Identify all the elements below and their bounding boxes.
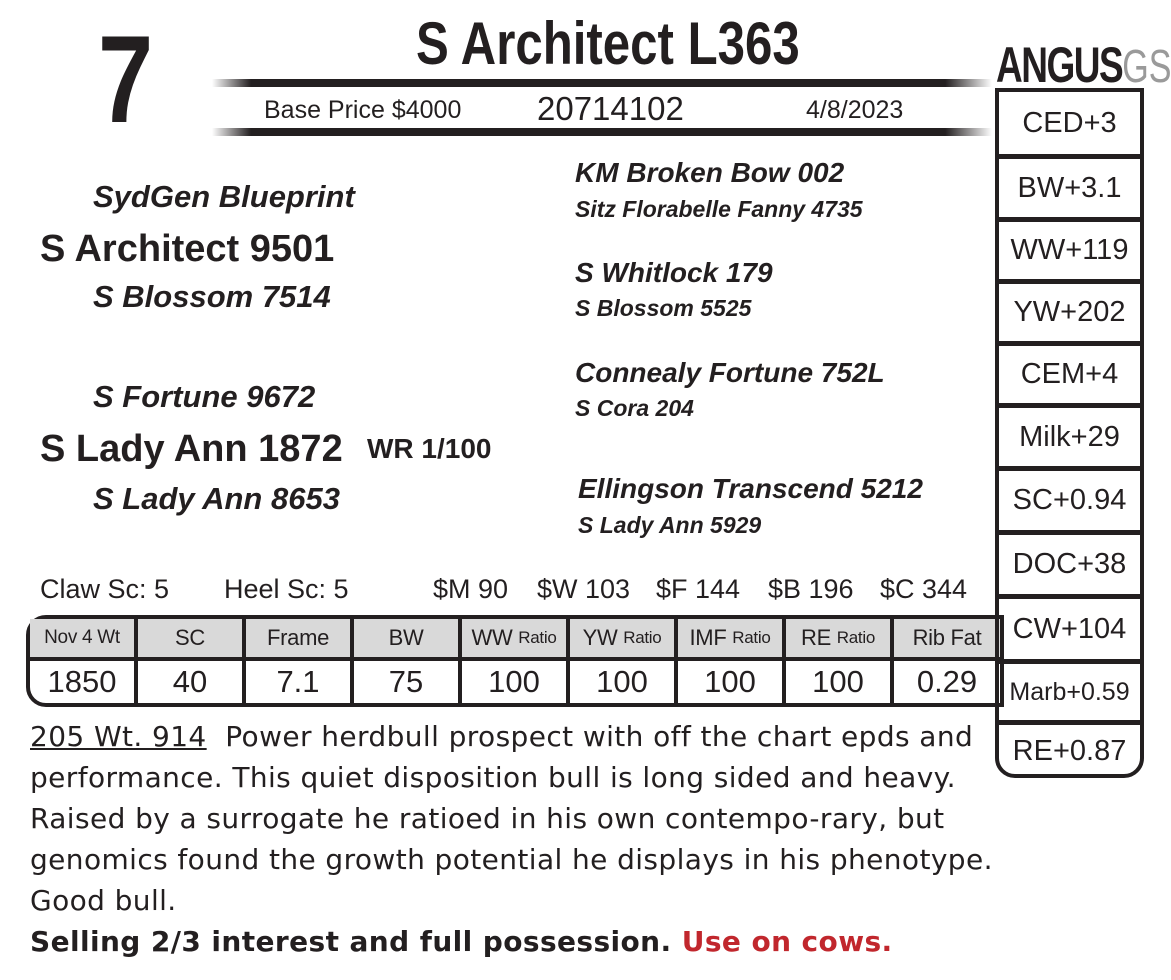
epd-panel <box>995 88 1144 778</box>
epd-milk: Milk+29 <box>1019 420 1120 453</box>
header-re-ratio-word: Ratio <box>836 628 875 647</box>
value-frame: 7.1 <box>246 661 354 703</box>
pedigree-sire-dam: S Blossom 7514 <box>93 279 331 314</box>
dam-weaning-ratio: WR 1/100 <box>367 433 492 464</box>
angus-gs-logo <box>996 37 1171 93</box>
header-frame: Frame <box>246 619 354 657</box>
gs-logo-word: GS <box>1122 40 1171 92</box>
index-w: $W 103 <box>537 574 631 604</box>
pedigree-dam-dam-dam: S Lady Ann 5929 <box>578 512 762 538</box>
epd-ww: WW+119 <box>1010 234 1129 266</box>
pedigree-sire-dam-dam: S Blossom 5525 <box>575 295 752 321</box>
table-value-row <box>30 661 1000 703</box>
birth-date: 4/8/2023 <box>806 96 904 124</box>
value-nov-wt: 1850 <box>30 661 138 703</box>
value-rib-fat: 0.29 <box>916 664 978 699</box>
remarks-paragraph <box>30 716 998 921</box>
index-f: $F 144 <box>656 574 741 604</box>
pedigree-sire-dam-sire: S Whitlock 179 <box>575 257 773 288</box>
use-on-cows: Use on cows. <box>681 925 893 958</box>
pedigree-dam-dam: S Lady Ann 8653 <box>93 481 340 516</box>
header-yw-ratio <box>570 619 678 657</box>
epd-doc: DOC+38 <box>1012 548 1127 580</box>
header-rule-top <box>212 79 992 87</box>
remarks <box>30 716 998 962</box>
header-ww-ratio-word: Ratio <box>518 628 557 647</box>
header-yw-label: YW <box>582 625 618 650</box>
header-ww-label: WW <box>471 625 513 650</box>
pedigree-dam-sire-sire: Connealy Fortune 752L <box>575 357 885 388</box>
header-rib-fat: Rib Fat <box>912 625 982 650</box>
value-yw-ratio: 100 <box>570 661 678 703</box>
pedigree-sire-sire: SydGen Blueprint <box>93 179 355 214</box>
value-re-ratio: 100 <box>786 661 894 703</box>
registration-number: 20714102 <box>537 90 684 127</box>
epd-ced: CED+3 <box>1022 106 1117 139</box>
header-yw-ratio-word: Ratio <box>623 628 662 647</box>
selling-terms <box>30 921 998 962</box>
value-bw: 75 <box>354 661 462 703</box>
header-ww-ratio <box>462 619 570 657</box>
header-rule-bottom <box>212 128 992 136</box>
table-header-row <box>30 619 1000 661</box>
header-nov-wt: Nov 4 Wt <box>30 619 138 657</box>
weight-205: 205 Wt. 914 <box>30 720 207 753</box>
index-b: $B 196 <box>768 574 854 604</box>
header-re-ratio <box>786 619 894 657</box>
value-sc: 40 <box>138 661 246 703</box>
heel-score: Heel Sc: 5 <box>224 574 349 604</box>
epd-bw: BW+3.1 <box>1017 171 1122 204</box>
header-imf-label: IMF <box>689 625 727 650</box>
claw-score: Claw Sc: 5 <box>40 574 170 604</box>
header-bw: BW <box>354 619 462 657</box>
header-imf-ratio-word: Ratio <box>732 628 771 647</box>
selling-text: Selling 2/3 interest and full possession. <box>30 925 672 958</box>
pedigree-dam-sire-dam: S Cora 204 <box>575 395 694 421</box>
base-price: Base Price $4000 <box>264 96 462 124</box>
epd-cw: CW+104 <box>1012 612 1127 645</box>
pedigree-dam-sire: S Fortune 9672 <box>93 379 316 414</box>
angus-logo-word: ANGUS <box>996 37 1123 93</box>
performance-table <box>26 615 1004 707</box>
epd-re: RE+0.87 <box>1012 734 1127 767</box>
epd-sc: SC+0.94 <box>1012 484 1127 516</box>
pedigree-sire-sire-dam: Sitz Florabelle Fanny 4735 <box>575 196 863 222</box>
pedigree-dam: S Lady Ann 1872 <box>40 428 343 470</box>
lot-number: 7 <box>98 11 150 149</box>
pedigree-sire: S Architect 9501 <box>40 228 335 270</box>
remarks-text: Power herdbull prospect with off the chart epds and performance. This quiet disposition bull is long sided and heavy. Raised by a surrogate he ratioed in his own contempo-rary, but genomics found the growth potential he displays in his phenotype. Good bull. <box>30 720 993 917</box>
epd-marb: Marb+0.59 <box>1009 677 1130 706</box>
pedigree-dam-dam-sire: Ellingson Transcend 5212 <box>578 473 923 504</box>
header-re-label: RE <box>801 625 831 650</box>
index-m: $M 90 <box>433 574 509 604</box>
value-ww-ratio: 100 <box>462 661 570 703</box>
epd-yw: YW+202 <box>1013 296 1126 328</box>
index-c: $C 344 <box>880 574 968 604</box>
value-imf-ratio: 100 <box>678 661 786 703</box>
epd-cem: CEM+4 <box>1020 358 1119 390</box>
header-sc: SC <box>138 619 246 657</box>
bull-name: S Architect L363 <box>416 10 800 77</box>
header-imf-ratio <box>678 619 786 657</box>
pedigree-sire-sire-sire: KM Broken Bow 002 <box>575 157 845 188</box>
